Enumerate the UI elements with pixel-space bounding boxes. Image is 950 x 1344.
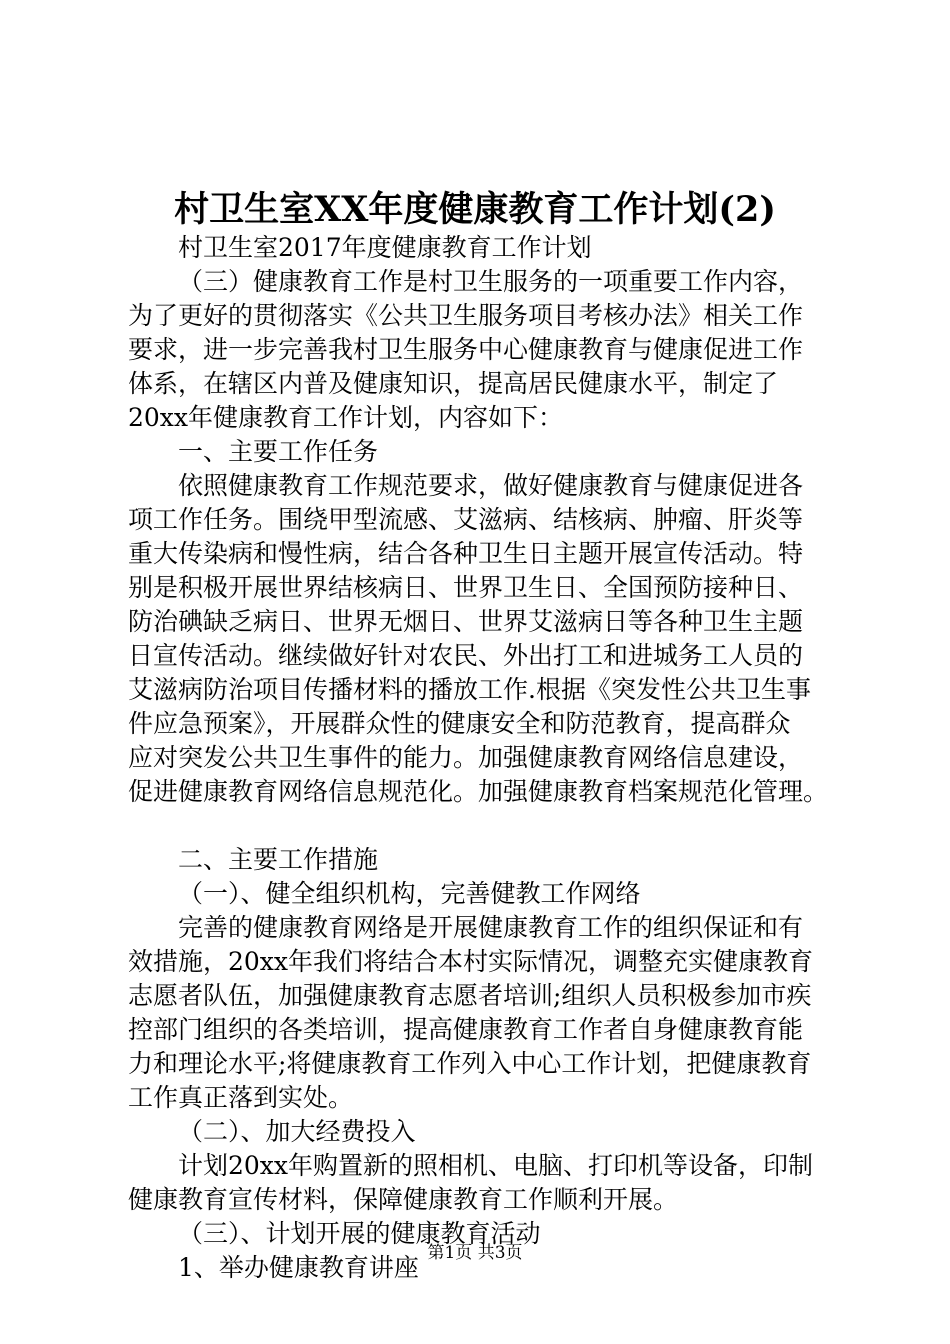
section-heading: 二、主要工作措施 [178, 845, 379, 874]
paragraph-line: （三）健康教育工作是村卫生服务的一项重要工作内容， [178, 267, 804, 296]
paragraph-line: 志愿者队伍，加强健康教育志愿者培训;组织人员积极参加市疾 [128, 981, 812, 1010]
paragraph-line: 体系，在辖区内普及健康知识，提高居民健康水平，制定了 [128, 369, 779, 398]
paragraph-line: 日宣传活动。继续做好针对农民、外出打工和进城务工人员的 [128, 641, 804, 670]
paragraph-line: 要求，进一步完善我村卫生服务中心健康教育与健康促进工作 [128, 335, 804, 364]
paragraph-line: 促进健康教育网络信息规范化。加强健康教育档案规范化管理。 [128, 777, 829, 806]
paragraph-line: 工作真正落到实处。 [128, 1083, 354, 1112]
document-title: 村卫生室XX年度健康教育工作计划(2) [174, 189, 776, 230]
paragraph-line: 健康教育宣传材料，保障健康教育工作顺利开展。 [128, 1185, 679, 1214]
section-heading: 一、主要工作任务 [178, 437, 379, 466]
subsection-heading: （三）、计划开展的健康教育活动 [178, 1219, 541, 1248]
paragraph-line: 重大传染病和慢性病，结合各种卫生日主题开展宣传活动。特 [128, 539, 804, 568]
blank-line [128, 809, 838, 843]
document-body [128, 231, 838, 1285]
paragraph-line: 力和理论水平;将健康教育工作列入中心工作计划，把健康教育 [128, 1049, 812, 1078]
paragraph-line: 效措施，20xx年我们将结合本村实际情况，调整充实健康教育 [128, 947, 814, 976]
page-footer: 第1页 共3页 [427, 1243, 523, 1263]
subsection-heading: （二）、加大经费投入 [178, 1117, 416, 1146]
paragraph-line: 依照健康教育工作规范要求，做好健康教育与健康促进各 [178, 471, 804, 500]
paragraph-line: 村卫生室2017年度健康教育工作计划 [178, 233, 592, 262]
paragraph-line: 20xx年健康教育工作计划，内容如下： [128, 403, 564, 432]
paragraph-line: 防治碘缺乏病日、世界无烟日、世界艾滋病日等各种卫生主题 [128, 607, 804, 636]
paragraph-line: 计划20xx年购置新的照相机、电脑、打印机等设备，印制 [178, 1151, 814, 1180]
paragraph-line: 完善的健康教育网络是开展健康教育工作的组织保证和有 [178, 913, 804, 942]
paragraph-line: 别是积极开展世界结核病日、世界卫生日、全国预防接种日、 [128, 573, 804, 602]
paragraph-line: 为了更好的贯彻落实《公共卫生服务项目考核办法》相关工作 [128, 301, 804, 330]
subsection-heading: （一）、健全组织机构，完善健教工作网络 [178, 879, 641, 908]
paragraph-line: 项工作任务。围绕甲型流感、艾滋病、结核病、肿瘤、肝炎等 [128, 505, 804, 534]
paragraph-line: 艾滋病防治项目传播材料的播放工作.根据《突发性公共卫生事 [128, 675, 811, 704]
paragraph-line: 件应急预案》，开展群众性的健康安全和防范教育，提高群众 [128, 709, 791, 738]
list-item: 1、举办健康教育讲座 [178, 1253, 419, 1282]
paragraph-line: 控部门组织的各类培训，提高健康教育工作者自身健康教育能 [128, 1015, 804, 1044]
paragraph-line: 应对突发公共卫生事件的能力。加强健康教育网络信息建设， [128, 743, 804, 772]
